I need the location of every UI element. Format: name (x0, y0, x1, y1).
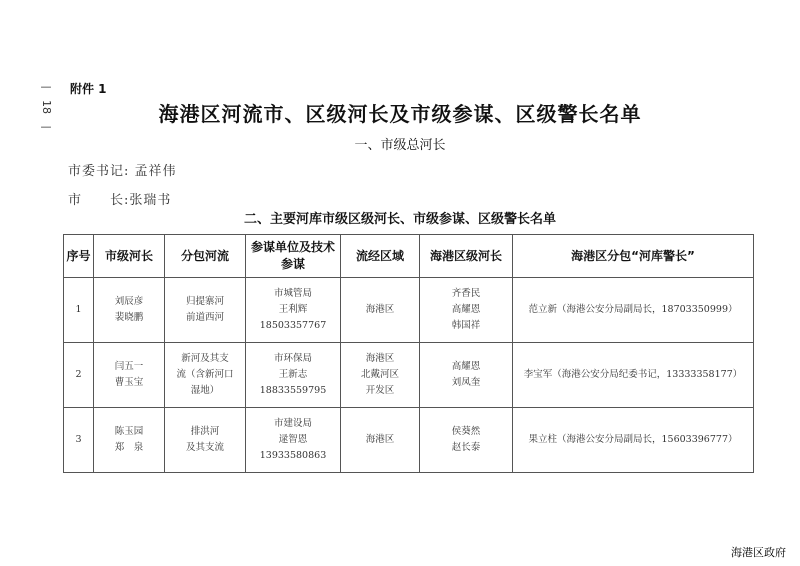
table-row (64, 408, 754, 473)
cell-police: 范立新（海港公安分局副局长，18703350999） (513, 278, 754, 343)
footer-source: 海港区政府 (731, 546, 786, 559)
mayor-role: 市 长: (68, 193, 130, 208)
cell-district-chief: 高耀恩 刘凤奎 (420, 343, 513, 408)
col-header-no: 序号 (64, 235, 94, 278)
page-number-value: 18 (40, 100, 53, 114)
section2-heading: 二、主要河库市级区级河长、市级参谋、区级警长名单 (243, 212, 556, 227)
cell-city-chief: 刘辰彦 裴晓鹏 (94, 278, 165, 343)
mayor-line (68, 189, 171, 208)
cell-advisor: 市城管局 王利辉 18503357767 (246, 278, 341, 343)
cell-police: 果立柱（海港公安分局副局长，15603396777） (513, 408, 754, 473)
cell-no: 2 (64, 343, 94, 408)
cell-river: 排洪河 及其支流 (165, 408, 246, 473)
cell-police: 李宝军（海港公安分局纪委书记，13333358177） (513, 343, 754, 408)
document-title: 海港区河流市、区级河长及市级参谋、区级警长名单 (158, 102, 642, 126)
col-header-police: 海港区分包“河库警长” (513, 235, 754, 278)
cell-area: 海港区 (341, 278, 420, 343)
page-number-dash: — (40, 120, 52, 133)
city-secretary-line: 市委书记: 孟祥伟 (68, 164, 177, 179)
cell-no: 1 (64, 278, 94, 343)
table-header-row (64, 235, 754, 278)
cell-district-chief: 齐香民 高耀恩 韩国祥 (420, 278, 513, 343)
col-header-district-chief: 海港区级河长 (420, 235, 513, 278)
col-header-area: 流经区域 (341, 235, 420, 278)
cell-city-chief: 陈玉园 郑 泉 (94, 408, 165, 473)
page-number-dash: — (40, 80, 52, 93)
cell-advisor: 市环保局 王新志 18833559795 (246, 343, 341, 408)
cell-city-chief: 闫五一 曹玉宝 (94, 343, 165, 408)
cell-river: 新河及其支 流（含新河口 湿地） (165, 343, 246, 408)
cell-river: 归提寨河 前道西河 (165, 278, 246, 343)
mayor-name: 张瑞书 (129, 193, 172, 208)
table-row (64, 343, 754, 408)
cell-area: 海港区 北戴河区 开发区 (341, 343, 420, 408)
cell-no: 3 (64, 408, 94, 473)
section1-heading: 一、市级总河长 (354, 138, 446, 153)
river-chief-table (63, 234, 754, 473)
cell-advisor: 市建设局 逯智恩 13933580863 (246, 408, 341, 473)
col-header-river: 分包河流 (165, 235, 246, 278)
cell-district-chief: 侯葵然 赵长泰 (420, 408, 513, 473)
col-header-city-chief: 市级河长 (94, 235, 165, 278)
table-row (64, 278, 754, 343)
attachment-label: 附件 1 (70, 82, 107, 96)
col-header-advisor: 参谋单位及技术参谋 (246, 235, 341, 278)
cell-area: 海港区 (341, 408, 420, 473)
